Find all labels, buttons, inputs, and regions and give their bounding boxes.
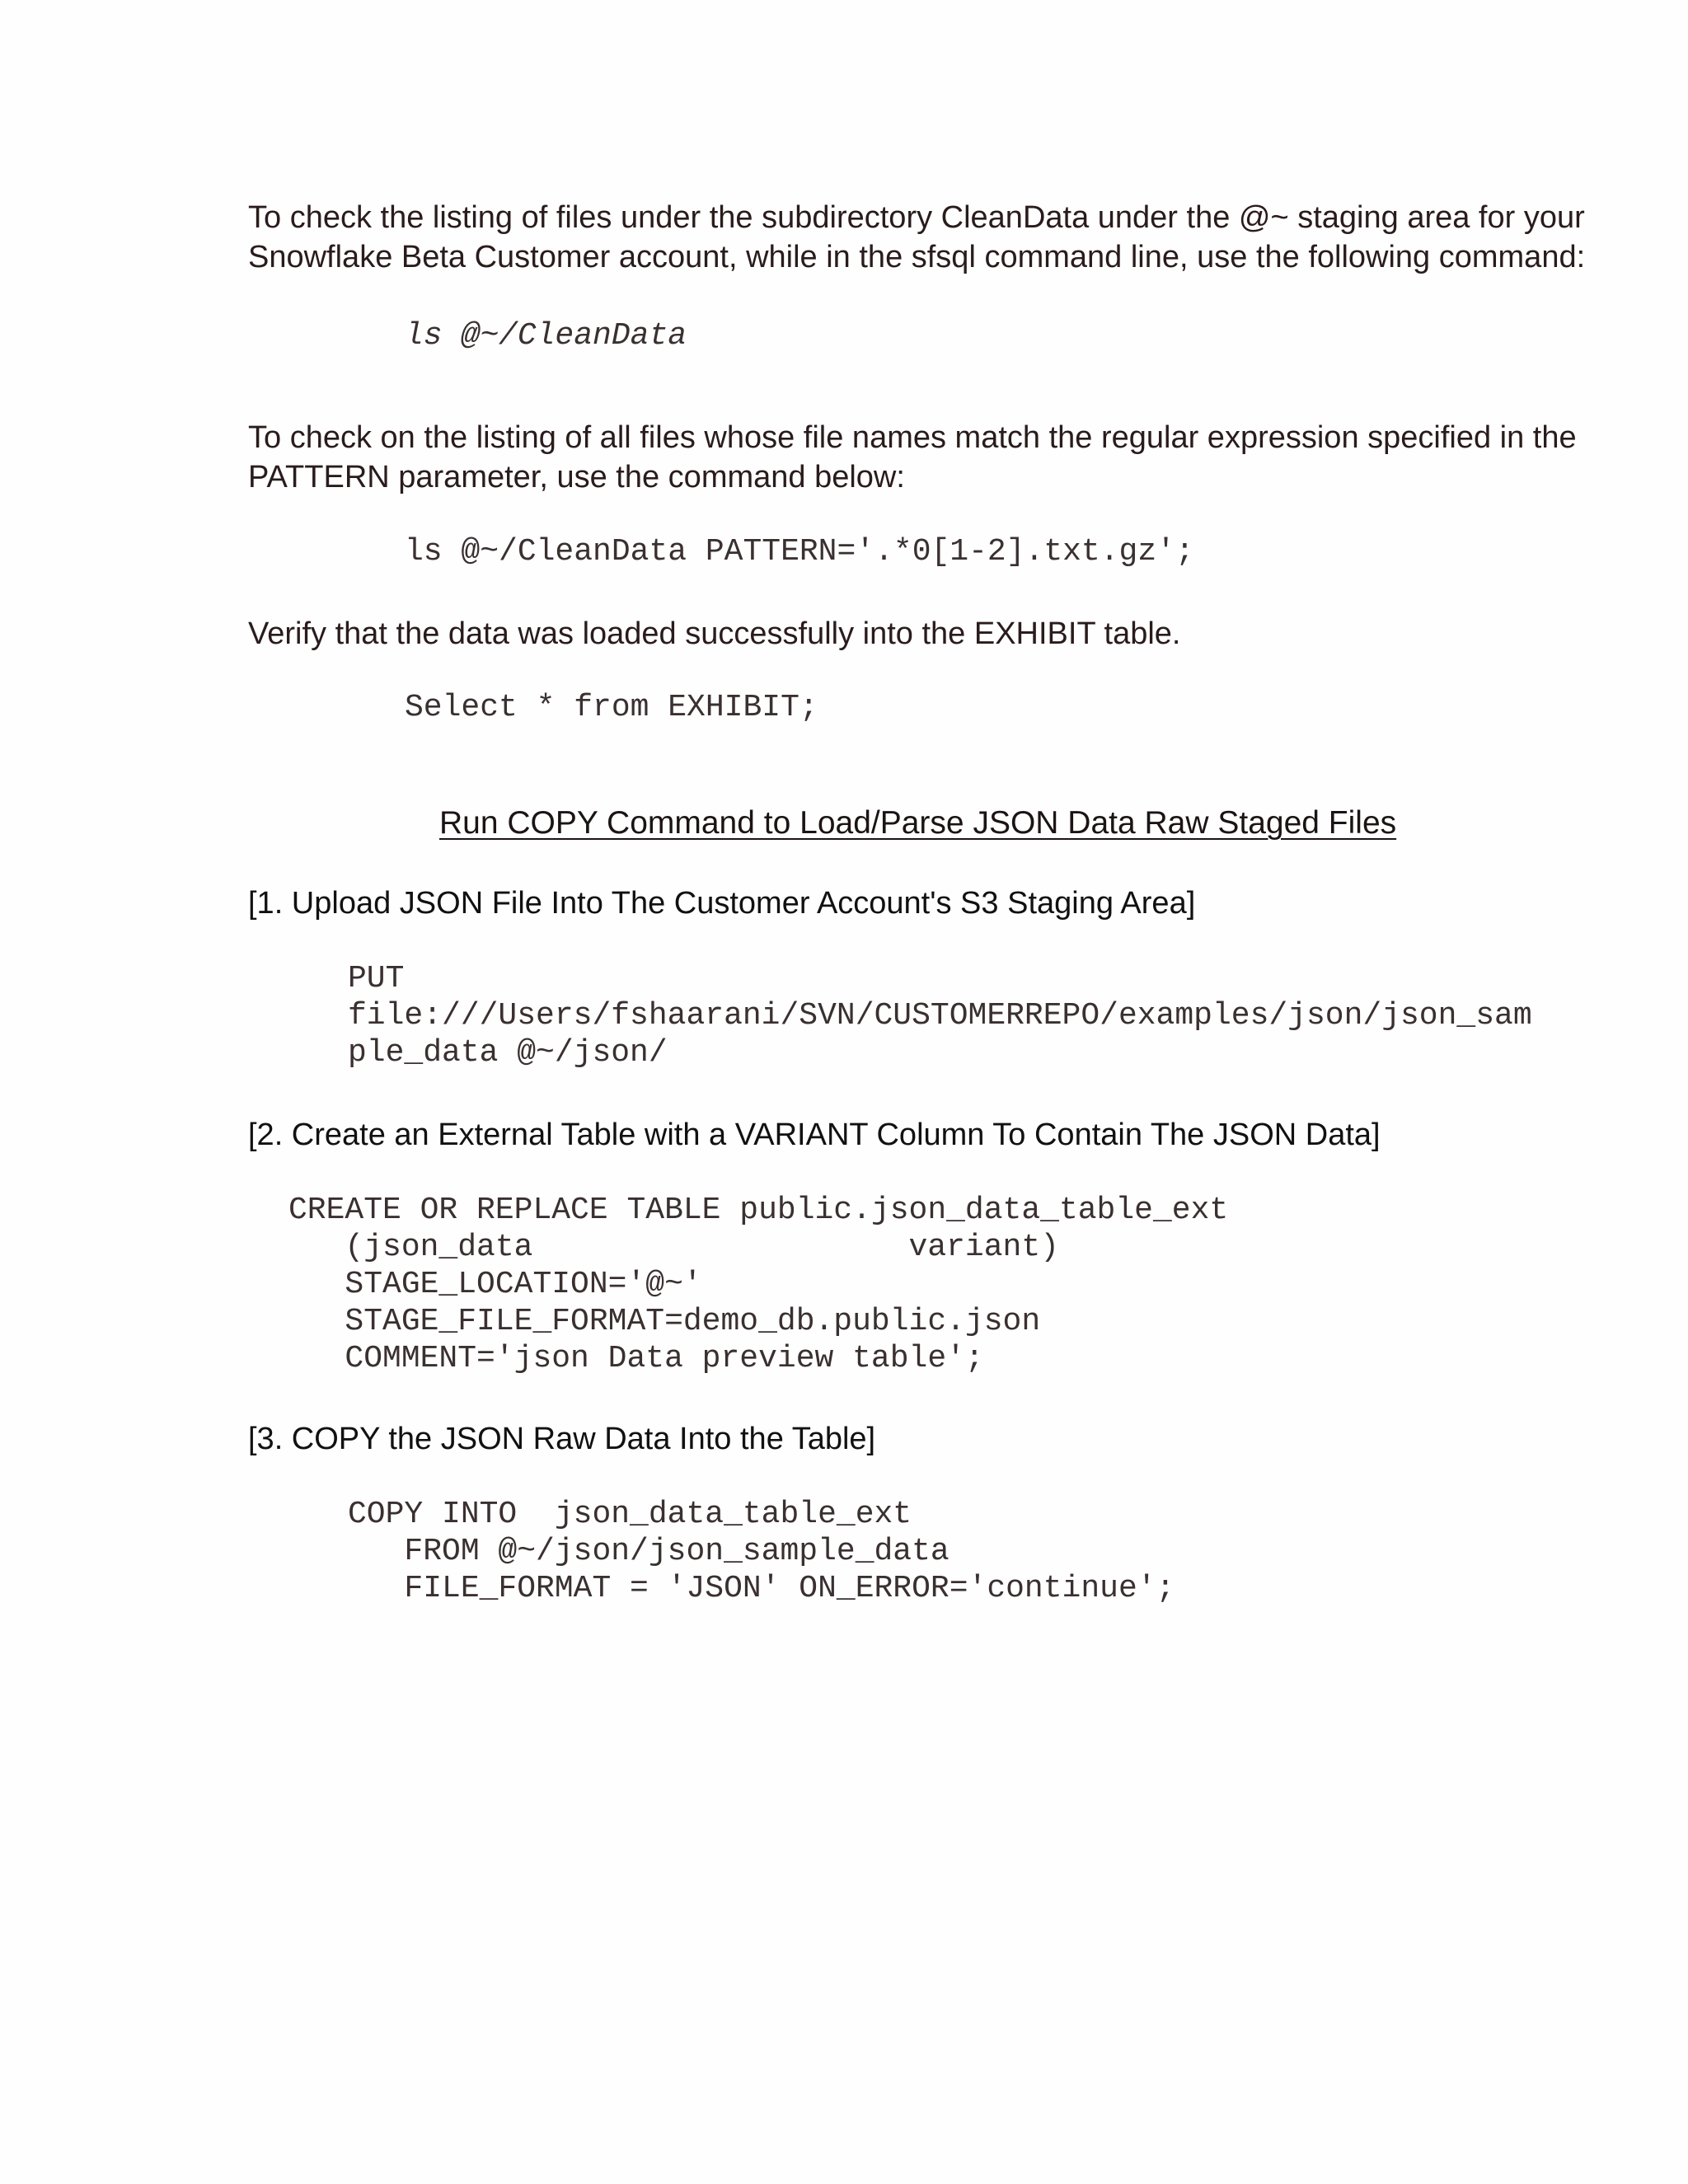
step-1-code [348,960,1532,1071]
code-line: CREATE OR REPLACE TABLE public.json_data_table_ext [288,1193,1229,1228]
step-2-label: [2. Create an External Table with a VARIANT Column To Contain The JSON Data] [248,1118,1381,1152]
intro-paragraph-1: To check the listing of files under the subdirectory CleanData under the @~ staging area for your Snowflake Beta Customer account, while in the sfsql command line, use the following command: [248,200,1586,274]
step-3-code [348,1496,1175,1607]
intro-paragraph-3: Verify that the data was loaded successfully into the EXHIBIT table. [248,616,1181,651]
section-heading: Run COPY Command to Load/Parse JSON Data Raw Staged Files [439,805,1397,841]
code-line: STAGE_LOCATION='@~' [288,1267,702,1302]
code-line: PUT [348,961,405,996]
step-3-label: [3. COPY the JSON Raw Data Into the Table] [248,1422,876,1456]
step-1-label: [1. Upload JSON File Into The Customer Account's S3 Staging Area] [248,886,1196,921]
command-select-exhibit: Select * from EXHIBIT; [405,690,818,725]
code-line: FROM @~/json/json_sample_data [348,1534,950,1569]
code-line: file:///Users/fshaarani/SVN/CUSTOMERREPO/examples/json/json_sam [348,998,1532,1033]
command-ls-cleandata: ls @~/CleanData [405,318,687,354]
code-line: COPY INTO json_data_table_ext [348,1497,912,1532]
code-line: ple_data @~/json/ [348,1035,668,1071]
code-line: COMMENT='json Data preview table'; [288,1341,984,1376]
code-line: (json_data variant) [288,1230,1059,1265]
code-line: FILE_FORMAT = 'JSON' ON_ERROR='continue'; [348,1571,1175,1606]
intro-paragraph-2: To check on the listing of all files whose file names match the regular expression specified in the PATTERN parameter, use the command below: [248,420,1577,494]
command-ls-pattern: ls @~/CleanData PATTERN='.*0[1-2].txt.gz'; [405,534,1194,569]
code-line: STAGE_FILE_FORMAT=demo_db.public.json [288,1304,1041,1339]
step-2-code [288,1192,1228,1377]
